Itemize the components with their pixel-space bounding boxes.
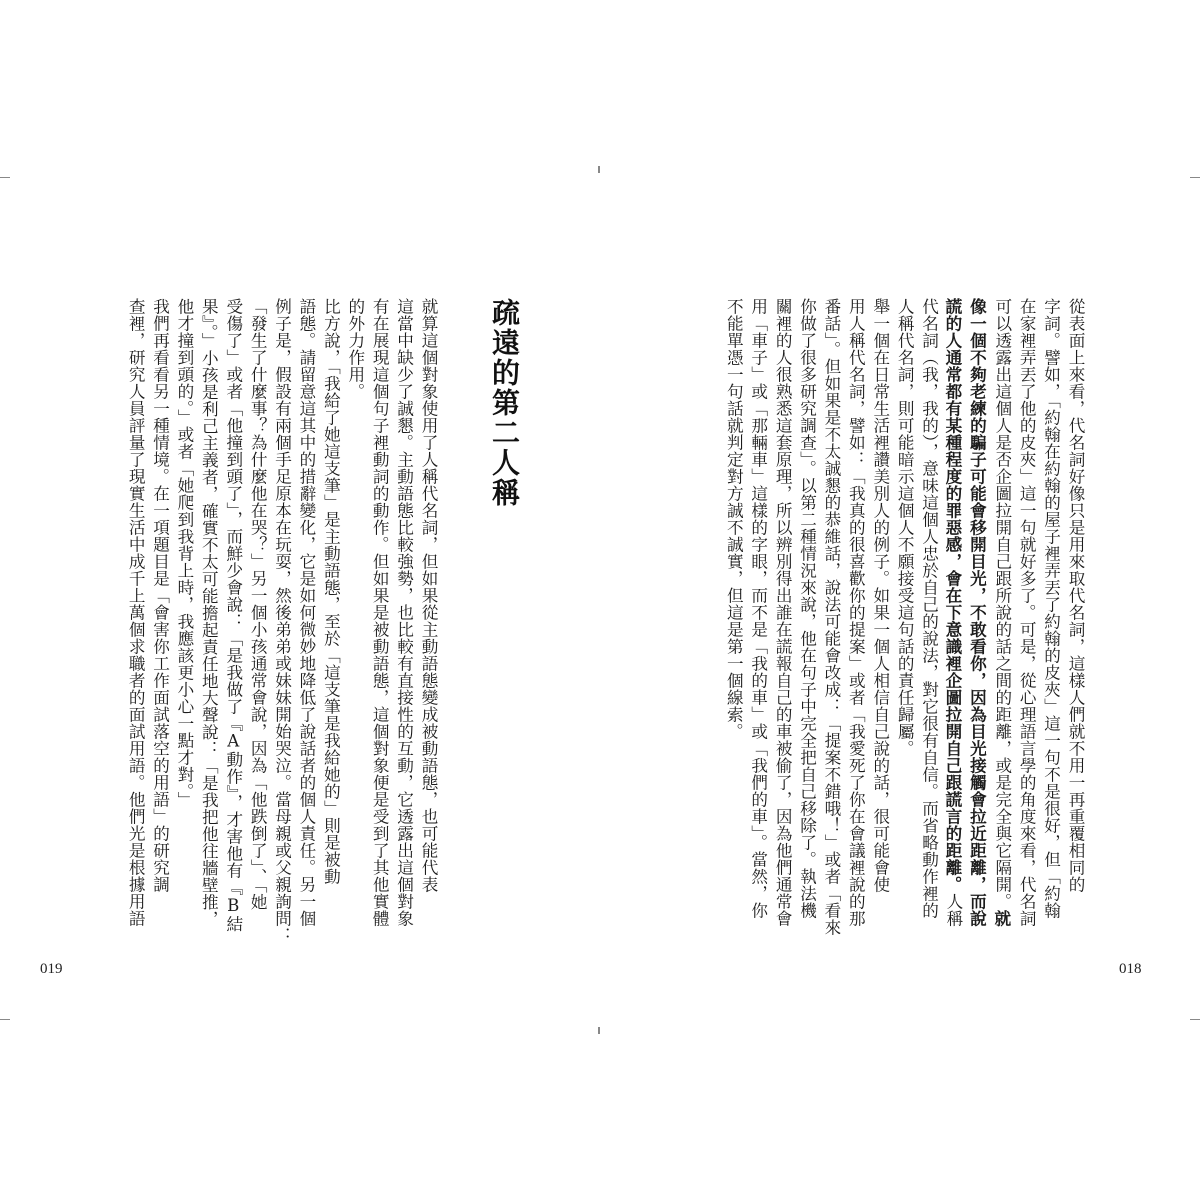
text-line: 我們再看看另一種情境。在一項題目是「會害你工作面試落空的用語」的研究調 — [150, 298, 170, 893]
text-line: 比方說，「我給了她這支筆」是主動語態，至於「這支筆是我給她的」則是被動 — [321, 298, 341, 885]
text-line: 可以透露出這個人是否企圖拉開自己跟所說的話之間的距離，或是完全與它隔開。就 — [991, 298, 1012, 927]
text-line: 代名詞（我，我的），意味這個人忠於自己的說法，對它很有自信。而省略動作裡的 — [919, 298, 939, 919]
text-line: 例子是，假設有兩個手足原本在玩耍，然後弟弟或妹妹開始哭泣。當母親或父親詢問： — [272, 298, 292, 944]
text-line: 這當中缺少了誠懇。主動語態比較強勢，也比較有直接性的互動，它透露出這個對象 — [394, 298, 414, 927]
text-line: 在家裡弄丟了他的皮夾」這一句就好多了。可是，從心理語言學的角度來看，代名詞 — [1017, 298, 1037, 927]
page-number-right: 018 — [1119, 961, 1142, 977]
text-line: 字詞。譬如，「約翰在約翰的屋子裡弄丟了約翰的皮夾」這一句不是很好，但「約翰 — [1041, 298, 1061, 919]
right-page — [600, 0, 1200, 1200]
text-line: 番話」。但如果是不太誠懇的恭維話，說法可能會改成：「提案不錯哦！」或者「看來 — [821, 298, 841, 936]
text-line: 人稱代名詞，則可能暗示這個人不願接受這句話的責任歸屬。 — [895, 298, 915, 757]
section-heading: 疏遠的第二人稱 — [488, 298, 521, 508]
text-line: 有在展現這個句子裡動詞的動作。但如果是被動語態，這個對象便是受到了其他實體 — [370, 298, 390, 927]
text-line: 的外力作用。 — [345, 298, 365, 400]
text-line: 「發生了什麼事？為什麼他在哭？」另一個小孩通常會說，因為「他跌倒了」、「她 — [248, 298, 268, 911]
text-line: 從表面上來看，代名詞好像只是用來取代名詞，這樣人們就不用一再重覆相同的 — [1066, 298, 1085, 893]
right-page-body — [721, 298, 1087, 936]
text-line: 謊的人通常都有某種程度的罪惡感，會在下意識裡企圖拉開自己跟謊言的距離。人稱 — [942, 298, 963, 927]
text-line: 就算這個對象使用了人稱代名詞，但如果從主動語態變成被動語態，也可能代表 — [419, 298, 438, 893]
text-line: 用人稱代名詞，譬如：「我真的很喜歡你的提案」或者「我愛死了你在會議裡說的那 — [846, 298, 866, 927]
text-line: 語態。請留意這其中的措辭變化，它是如何微妙地降低了說話者的個人責任。另一個 — [296, 298, 316, 927]
text-line: 受傷了」或者「他撞到頭了」，而鮮少會說：「是我做了『A動作』，才害他有『B結 — [223, 298, 243, 933]
text-line: 果』。」小孩是利己主義者，確實不太可能擔起責任地大聲說：「是我把他往牆壁推， — [199, 298, 219, 928]
text-line: 查裡，研究人員評量了現實生活中成千上萬個求職者的面試用語。他們光是根據用語 — [126, 298, 146, 927]
text-line: 像一個不夠老練的騙子可能會移開目光，不敢看你，因為目光接觸會拉近距離，而說 — [967, 298, 988, 927]
text-line: 舉一個在日常生活裡讚美別人的例子。如果一個人相信自己說的話，很可能會使 — [870, 298, 890, 893]
text-line: 你做了很多研究調查」。以第二種情況來說，他在句子中完全把自己移除了。執法機 — [797, 298, 817, 919]
text-line: 不能單憑一句話就判定對方誠不誠實，但這是第一個線索。 — [724, 298, 744, 740]
left-page-body — [123, 298, 440, 944]
page-number-left: 019 — [40, 961, 63, 977]
text-line: 關裡的人很熟悉這套原理，所以辨別得出誰在謊報自己的車被偷了，因為他們通常會 — [773, 298, 793, 927]
text-line: 用「車子」或「那輛車」這樣的字眼，而不是「我的車」或「我們的車」。當然，你 — [748, 298, 768, 919]
text-line: 他才撞到頭的。」或者「她爬到我背上時，我應該更小心一點才對。」 — [174, 298, 194, 809]
